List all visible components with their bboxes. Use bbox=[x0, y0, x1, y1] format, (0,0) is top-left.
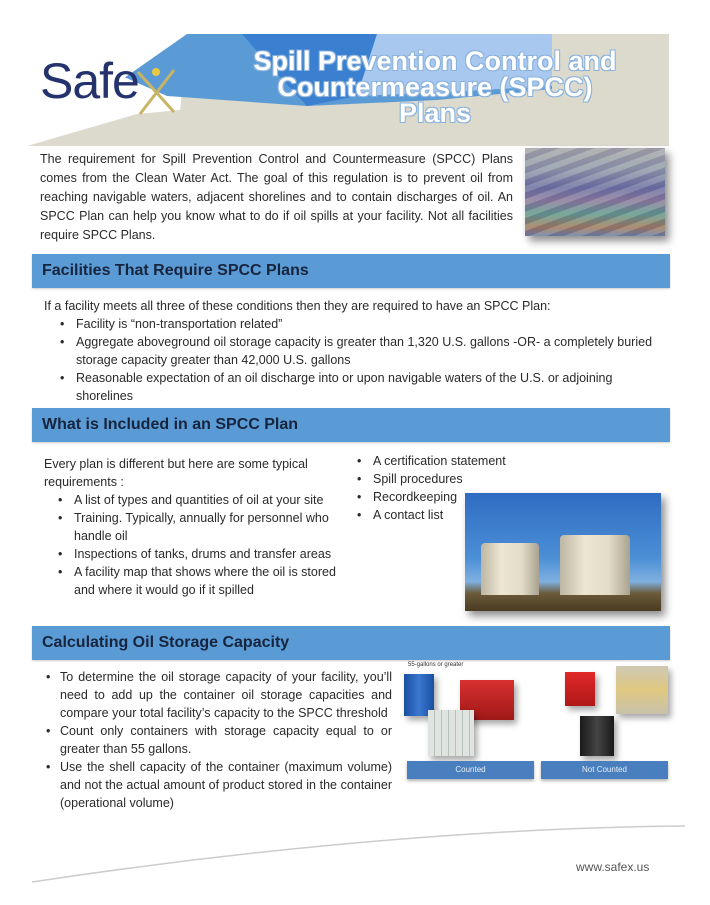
tote-container-image bbox=[428, 710, 474, 756]
section-header-facilities bbox=[32, 254, 670, 288]
list-item: • Reasonable expectation of an oil discharge into or upon navigable waters of the U.S. or adjoining shorelines bbox=[76, 369, 664, 405]
section-header-included bbox=[32, 408, 670, 442]
oil-sheen-photo bbox=[525, 148, 665, 236]
list-item: • Spill procedures bbox=[373, 470, 555, 488]
tank-shape bbox=[560, 535, 630, 595]
list-item: • Recordkeeping bbox=[373, 488, 555, 506]
list-item: • Facility is “non-transportation related” bbox=[76, 315, 664, 333]
facilities-content bbox=[44, 297, 664, 405]
list-item: • A contact list bbox=[373, 506, 555, 524]
list-item: • Inspections of tanks, drums and transfer areas bbox=[74, 545, 349, 563]
logo-x-figure-icon bbox=[134, 66, 180, 116]
containers-figure bbox=[400, 660, 668, 782]
tank-shape bbox=[481, 543, 539, 595]
title-line-2: Countermeasure (SPCC) bbox=[277, 72, 593, 102]
section-header-calculating bbox=[32, 626, 670, 660]
title-line-3: Plans bbox=[398, 98, 472, 128]
calculating-content bbox=[42, 668, 392, 812]
list-item: • Count only containers with storage capacity equal to or greater than 55 gallons. bbox=[60, 722, 392, 758]
title-line-1: Spill Prevention Control and bbox=[253, 46, 617, 76]
storage-tanks-photo bbox=[465, 493, 661, 611]
included-left-content bbox=[44, 455, 349, 599]
transformer-image bbox=[616, 666, 668, 714]
figure-small-label: 55-gallons or greater bbox=[408, 662, 464, 668]
counted-bar: Counted bbox=[407, 761, 534, 779]
section-heading: Facilities That Require SPCC Plans bbox=[42, 262, 309, 279]
black-drum-image bbox=[580, 716, 614, 756]
section-heading: Calculating Oil Storage Capacity bbox=[42, 634, 290, 651]
list-item: • A list of types and quantities of oil at your site bbox=[74, 491, 349, 509]
included-list-left bbox=[44, 491, 349, 599]
safex-logo bbox=[40, 52, 139, 110]
list-item: • Aggregate aboveground oil storage capacity is greater than 1,320 U.S. gallons -OR- a completely buried storage capacity greater than 42,000 U.S. gallons bbox=[76, 333, 664, 369]
page-title bbox=[200, 48, 670, 126]
list-item: • To determine the oil storage capacity of your facility, you’ll need to add up the container oil storage capacities and compare your total facility’s capacity to the SPCC threshold bbox=[60, 668, 392, 722]
logo-text: Safe bbox=[40, 53, 139, 109]
footer-url[interactable]: www.safex.us bbox=[576, 860, 650, 874]
gas-can-image bbox=[565, 672, 595, 706]
section-heading: What is Included in an SPCC Plan bbox=[42, 416, 299, 433]
calculating-list bbox=[42, 668, 392, 812]
facilities-list bbox=[44, 315, 664, 405]
facilities-lead: If a facility meets all three of these conditions then they are required to have an SPCC Plan: bbox=[44, 299, 551, 313]
list-item: • A facility map that shows where the oil is stored and where it would go if it spilled bbox=[74, 563, 349, 599]
list-item: • Use the shell capacity of the container (maximum volume) and not the actual amount of product stored in the container (operational volume) bbox=[60, 758, 392, 812]
intro-paragraph: The requirement for Spill Prevention Control and Countermeasure (SPCC) Plans comes from the Clean Water Act. The goal of this regulation is to prevent oil from reaching navigable waters, adjacent shorelines and to contain discharges of oil. An SPCC Plan can help you know what to do if oil spills at your facility. Not all facilities require SPCC Plans. bbox=[40, 152, 513, 242]
list-item: • Training. Typically, annually for personnel who handle oil bbox=[74, 509, 349, 545]
footer-curve-divider bbox=[30, 820, 690, 890]
not-counted-bar: Not Counted bbox=[541, 761, 668, 779]
list-item: • A certification statement bbox=[373, 452, 555, 470]
included-lead: Every plan is different but here are some typical requirements : bbox=[44, 457, 308, 489]
